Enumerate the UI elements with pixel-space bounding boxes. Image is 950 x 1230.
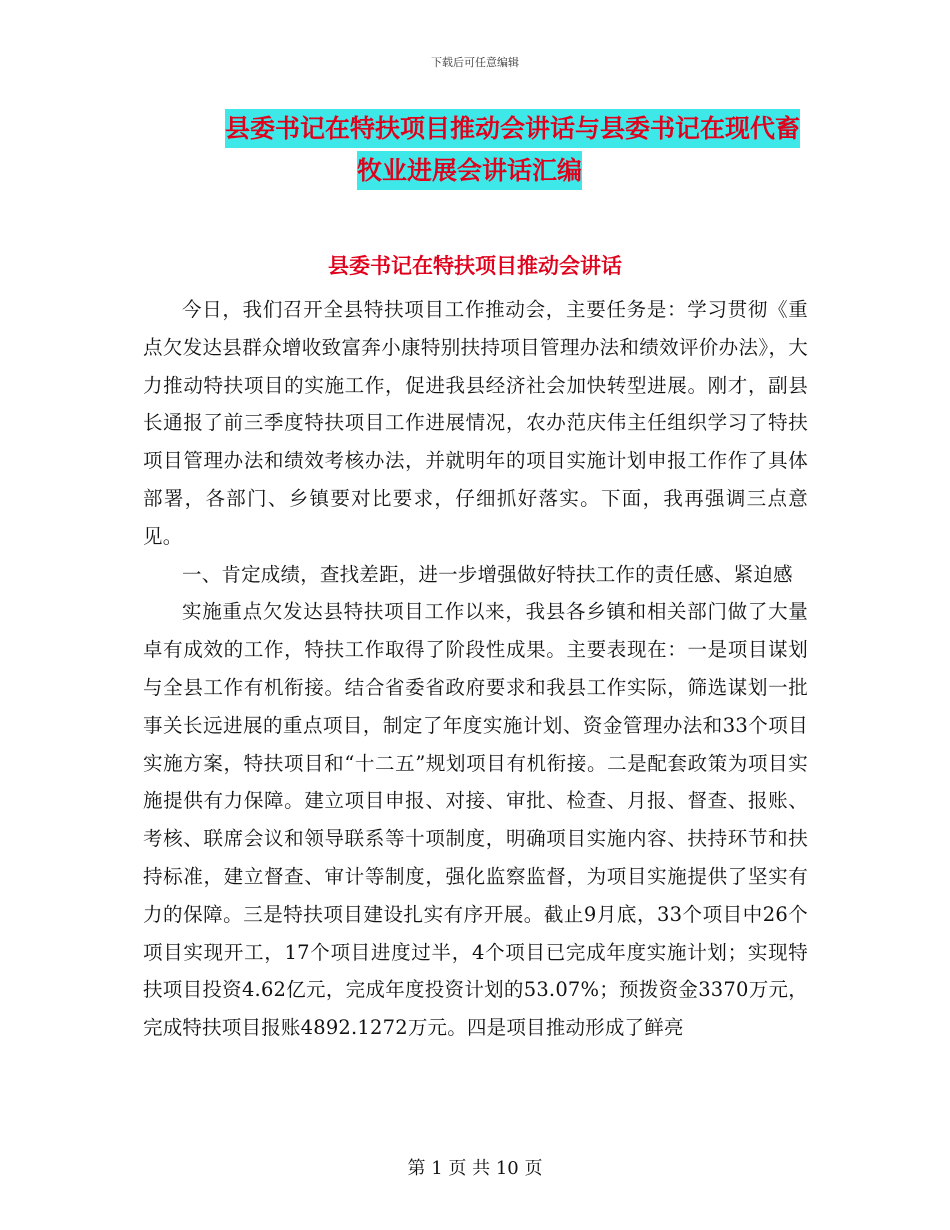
document-title-line-1 xyxy=(150,114,800,144)
page-footer: 第 1 页 共 10 页 xyxy=(407,1158,543,1179)
paragraph: 实施重点欠发达县特扶项目工作以来，我县各乡镇和相关部门做了大量卓有成效的工作，特扶工作取得了阶段性成果。主要表现在：一是项目谋划与全县工作有机衔接。结合省委省政府要求和我县工作实际，筛选谋划一批事关长远进展的重点项目，制定了年度实施计划、资金管理办法和33个项目实施方案，特扶项目和“十二五”规划项目有机衔接。二是配套政策为项目实施提供有力保障。建立项目申报、对接、审批、检查、月报、督查、报账、考核、联席会议和领导联系等十项制度，明确项目实施内容、扶持环节和扶持标准，建立督查、审计等制度，强化监察监督，为项目实施提供了坚实有力的保障。三是特扶项目建设扎实有序开展。截止9月底，33个项目中26个项目实现开工，17个项目进度过半，4个项目已完成年度实施计划；实现特扶项目投资4.62亿元，完成年度投资计划的53.07%；预拨资金3370万元，完成特扶项目报账4892.1272万元。四是项目推动形成了鲜亮 xyxy=(143,600,808,1040)
document-title-text-2: 牧业进展会讲话汇编 xyxy=(357,151,582,190)
paragraph: 今日，我们召开全县特扶项目工作推动会，主要任务是：学习贯彻《重点欠发达县群众增收致富奔小康特别扶持项目管理办法和绩效评价办法》，大力推动特扶项目的实施工作，促进我县经济社会加快转型进展。刚才，副县长通报了前三季度特扶项目工作进展情况，农办范庆伟主任组织学习了特扶项目管理办法和绩效考核办法，并就明年的项目实施计划申报工作作了具体部署，各部门、乡镇要对比要求，仔细抓好落实。下面，我再强调三点意见。 xyxy=(143,298,808,548)
document-title-text-1: 县委书记在特扶项目推动会讲话与县委书记在现代畜 xyxy=(225,109,800,148)
section-title: 县委书记在特扶项目推动会讲话 xyxy=(328,254,622,278)
document-body xyxy=(143,291,808,1047)
document-title-line-2 xyxy=(357,156,657,186)
paragraph: 一、肯定成绩，查找差距，进一步增强做好特扶工作的责任感、紧迫感 xyxy=(182,562,793,586)
header-note: 下载后可任意编辑 xyxy=(431,56,519,69)
